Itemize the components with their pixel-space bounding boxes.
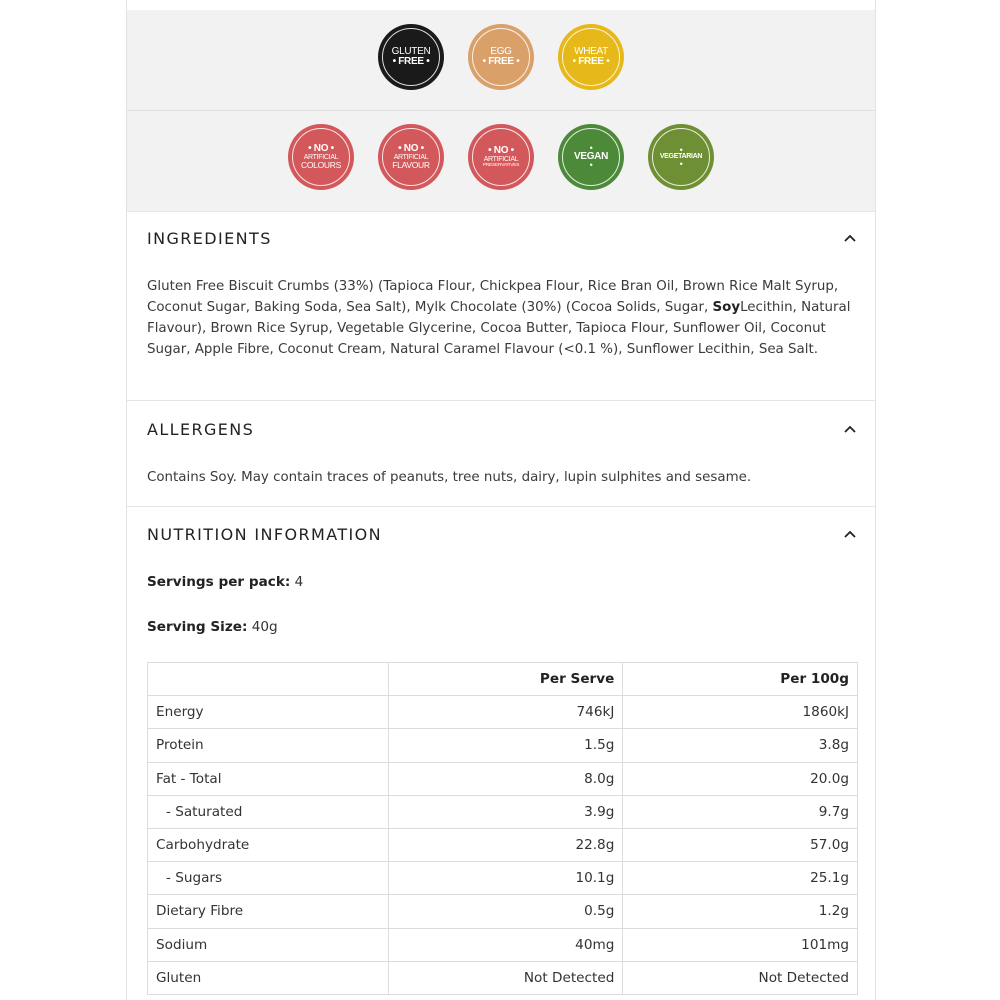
chevron-up-icon[interactable] [843,424,857,434]
badge-top-text: • NO • [308,142,334,154]
badge-bottom-text: FLAVOUR [392,160,430,171]
per-100g-value: 3.8g [623,729,858,762]
allergens-text: Contains Soy. May contain traces of peanuts, tree nuts, dairy, lupin sulphites and sesame. [147,470,752,485]
per-100g-value: 1.2g [623,895,858,928]
per-100g-value: 20.0g [623,762,858,795]
chevron-up-icon[interactable] [843,233,857,243]
product-info-panel [126,0,876,1000]
ingredients-header[interactable] [127,213,875,263]
badge-top-text: WHEAT [574,45,608,57]
table-row [148,961,858,994]
badge-mid-text: ARTIFICIAL [393,154,429,162]
per-serve-value: 746kJ [388,696,623,729]
per-100g-value: 25.1g [623,862,858,895]
table-header-row [148,663,858,696]
per-serve-value: 8.0g [388,762,623,795]
table-row [148,828,858,861]
badge-row-1 [127,24,875,90]
per-100g-value: 101mg [623,928,858,961]
ingredients-text: Gluten Free Biscuit Crumbs (33%) (Tapioca Flour, Chickpea Flour, Rice Bran Oil, Brown Rice Malt Syrup, Coconut Sugar, Baking Soda, Sea Salt), Mylk Chocolate (30%) (Cocoa Solids, Sugar, SoyLecithin, Natural Flavour), Brown Rice Syrup, Vegetable Glycerine, Cocoa Butter, Tapioca Flour, Sunflower Oil, Coconut Sugar, Apple Fibre, Coconut Cream, Natural Caramel Flavour (<0.1 %), Sunflower Lecithin, Sea Salt. [147,279,851,357]
table-header: Per 100g [623,663,858,696]
table-row [148,928,858,961]
nutrition-header[interactable] [127,509,875,559]
allergens-title: ALLERGENS [147,419,255,439]
section-divider [127,211,875,212]
badge-mid-text: ARTIFICIAL [303,154,339,162]
badge-top-text: EGG [490,45,512,57]
table-row [148,895,858,928]
badge-top-text: • NO • [488,144,514,156]
nutrient-name: Dietary Fibre [148,895,389,928]
no-artificial-preservatives-badge [468,124,534,190]
badge-mid-text: ARTIFICIAL [483,156,519,164]
badge-bottom-text: • FREE • [572,56,610,67]
badge-top-text: • NO • [398,142,424,154]
no-artificial-flavour-badge [378,124,444,190]
badge-bottom-text: PRESERVATIVES [482,163,520,169]
allergens-header[interactable] [127,404,875,454]
dietary-badges-area [127,10,875,211]
nutrient-name: Energy [148,696,389,729]
nutrient-name: Fat - Total [148,762,389,795]
per-serve-value: Not Detected [388,961,623,994]
per-100g-value: 1860kJ [623,696,858,729]
table-row [148,762,858,795]
per-100g-value: Not Detected [623,961,858,994]
per-serve-value: 0.5g [388,895,623,928]
per-serve-value: 22.8g [388,828,623,861]
ingredients-title: INGREDIENTS [147,228,272,248]
per-serve-value: 1.5g [388,729,623,762]
badge-top-text: GLUTEN [391,45,431,57]
section-divider [127,400,875,401]
badge-label: VEGETARIAN [659,153,703,161]
badge-row-2 [127,124,875,190]
wheat-free-badge [558,24,624,90]
per-serve-value: 10.1g [388,862,623,895]
badge-divider [127,110,875,111]
table-row [148,696,858,729]
per-serve-value: 40mg [388,928,623,961]
per-100g-value: 9.7g [623,795,858,828]
nutrient-name: Protein [148,729,389,762]
per-100g-value: 57.0g [623,828,858,861]
nutrient-name: Carbohydrate [148,828,389,861]
nutrient-name: Sodium [148,928,389,961]
badge-label: VEGAN [573,150,609,162]
no-artificial-colours-badge [288,124,354,190]
section-divider [127,506,875,507]
table-row [148,795,858,828]
egg-free-badge [468,24,534,90]
servings-per-pack: Servings per pack: 4 [147,574,304,590]
table-header: Per Serve [388,663,623,696]
vegan-badge: • VEGAN • [558,124,624,190]
nutrient-name: Gluten [148,961,389,994]
badge-bottom-text: • FREE • [482,56,520,67]
nutrient-name: - Saturated [148,795,389,828]
chevron-up-icon[interactable] [843,529,857,539]
nutrient-name: - Sugars [148,862,389,895]
table-row [148,862,858,895]
vegetarian-badge: • VEGETARIAN • [648,124,714,190]
serving-size: Serving Size: 40g [147,619,278,635]
gluten-free-badge [378,24,444,90]
per-serve-value: 3.9g [388,795,623,828]
nutrition-title: NUTRITION INFORMATION [147,524,382,544]
badge-bottom-text: COLOURS [301,160,341,171]
nutrition-table [147,662,858,995]
table-header [148,663,389,696]
badge-bottom-text: • FREE • [392,56,430,67]
table-row [148,729,858,762]
